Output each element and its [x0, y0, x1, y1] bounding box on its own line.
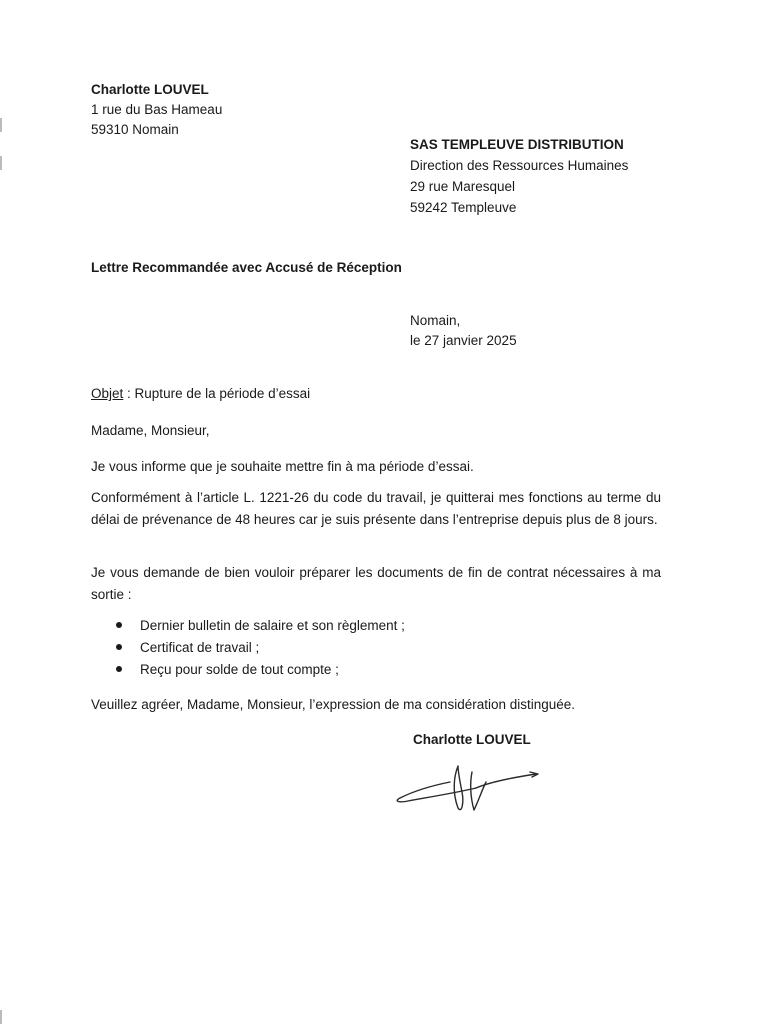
subject-label: Objet — [91, 386, 124, 401]
place: Nomain, — [410, 313, 461, 328]
bullet-icon — [116, 644, 122, 650]
recipient-address-line2: 59242 Templeuve — [410, 200, 517, 215]
sender-address-line1: 1 rue du Bas Hameau — [91, 102, 223, 117]
mail-type: Lettre Recommandée avec Accusé de Réception — [91, 260, 402, 275]
recipient-block — [410, 134, 628, 218]
recipient-address-line1: 29 rue Maresquel — [410, 179, 516, 194]
list-item-text: Reçu pour solde de tout compte ; — [140, 662, 339, 677]
sender-block — [91, 80, 222, 140]
body-paragraph: Je vous informe que je souhaite mettre fin à ma période d’essai. — [91, 459, 474, 474]
scan-edge-mark — [0, 156, 2, 170]
body-paragraph: Conformément à l’article L. 1221-26 du code du travail, je quitterai mes fonctions au terme du délai de prévenance de 48 heures car je suis présente dans l’entreprise depuis plus de 8 jours. — [91, 490, 661, 527]
closing-formula: Veuillez agréer, Madame, Monsieur, l’expression de ma considération distinguée. — [91, 697, 576, 712]
subject-line — [91, 384, 310, 404]
sender-address-line2: 59310 Nomain — [91, 122, 179, 137]
recipient-department: Direction des Ressources Humaines — [410, 158, 629, 173]
salutation: Madame, Monsieur, — [91, 423, 210, 438]
body-paragraph: Je vous demande de bien vouloir préparer les documents de fin de contrat nécessaires à ma sortie : — [91, 565, 661, 602]
list-item — [116, 660, 339, 680]
sender-name: Charlotte LOUVEL — [91, 82, 209, 97]
bullet-icon — [116, 666, 122, 672]
date: le 27 janvier 2025 — [410, 333, 517, 348]
subject-text: Rupture de la période d’essai — [134, 386, 311, 401]
recipient-company: SAS TEMPLEUVE DISTRIBUTION — [410, 137, 624, 152]
bullet-icon — [116, 622, 122, 628]
scan-edge-mark — [0, 118, 2, 132]
subject-separator: : — [123, 386, 135, 401]
signature-name: Charlotte LOUVEL — [413, 732, 531, 747]
list-item — [116, 638, 259, 658]
scan-edge-mark — [0, 1010, 2, 1024]
handwritten-signature — [390, 752, 550, 822]
list-item-text: Dernier bulletin de salaire et son règlement ; — [140, 618, 405, 633]
list-item — [116, 616, 405, 636]
place-date — [410, 311, 517, 351]
list-item-text: Certificat de travail ; — [140, 640, 260, 655]
